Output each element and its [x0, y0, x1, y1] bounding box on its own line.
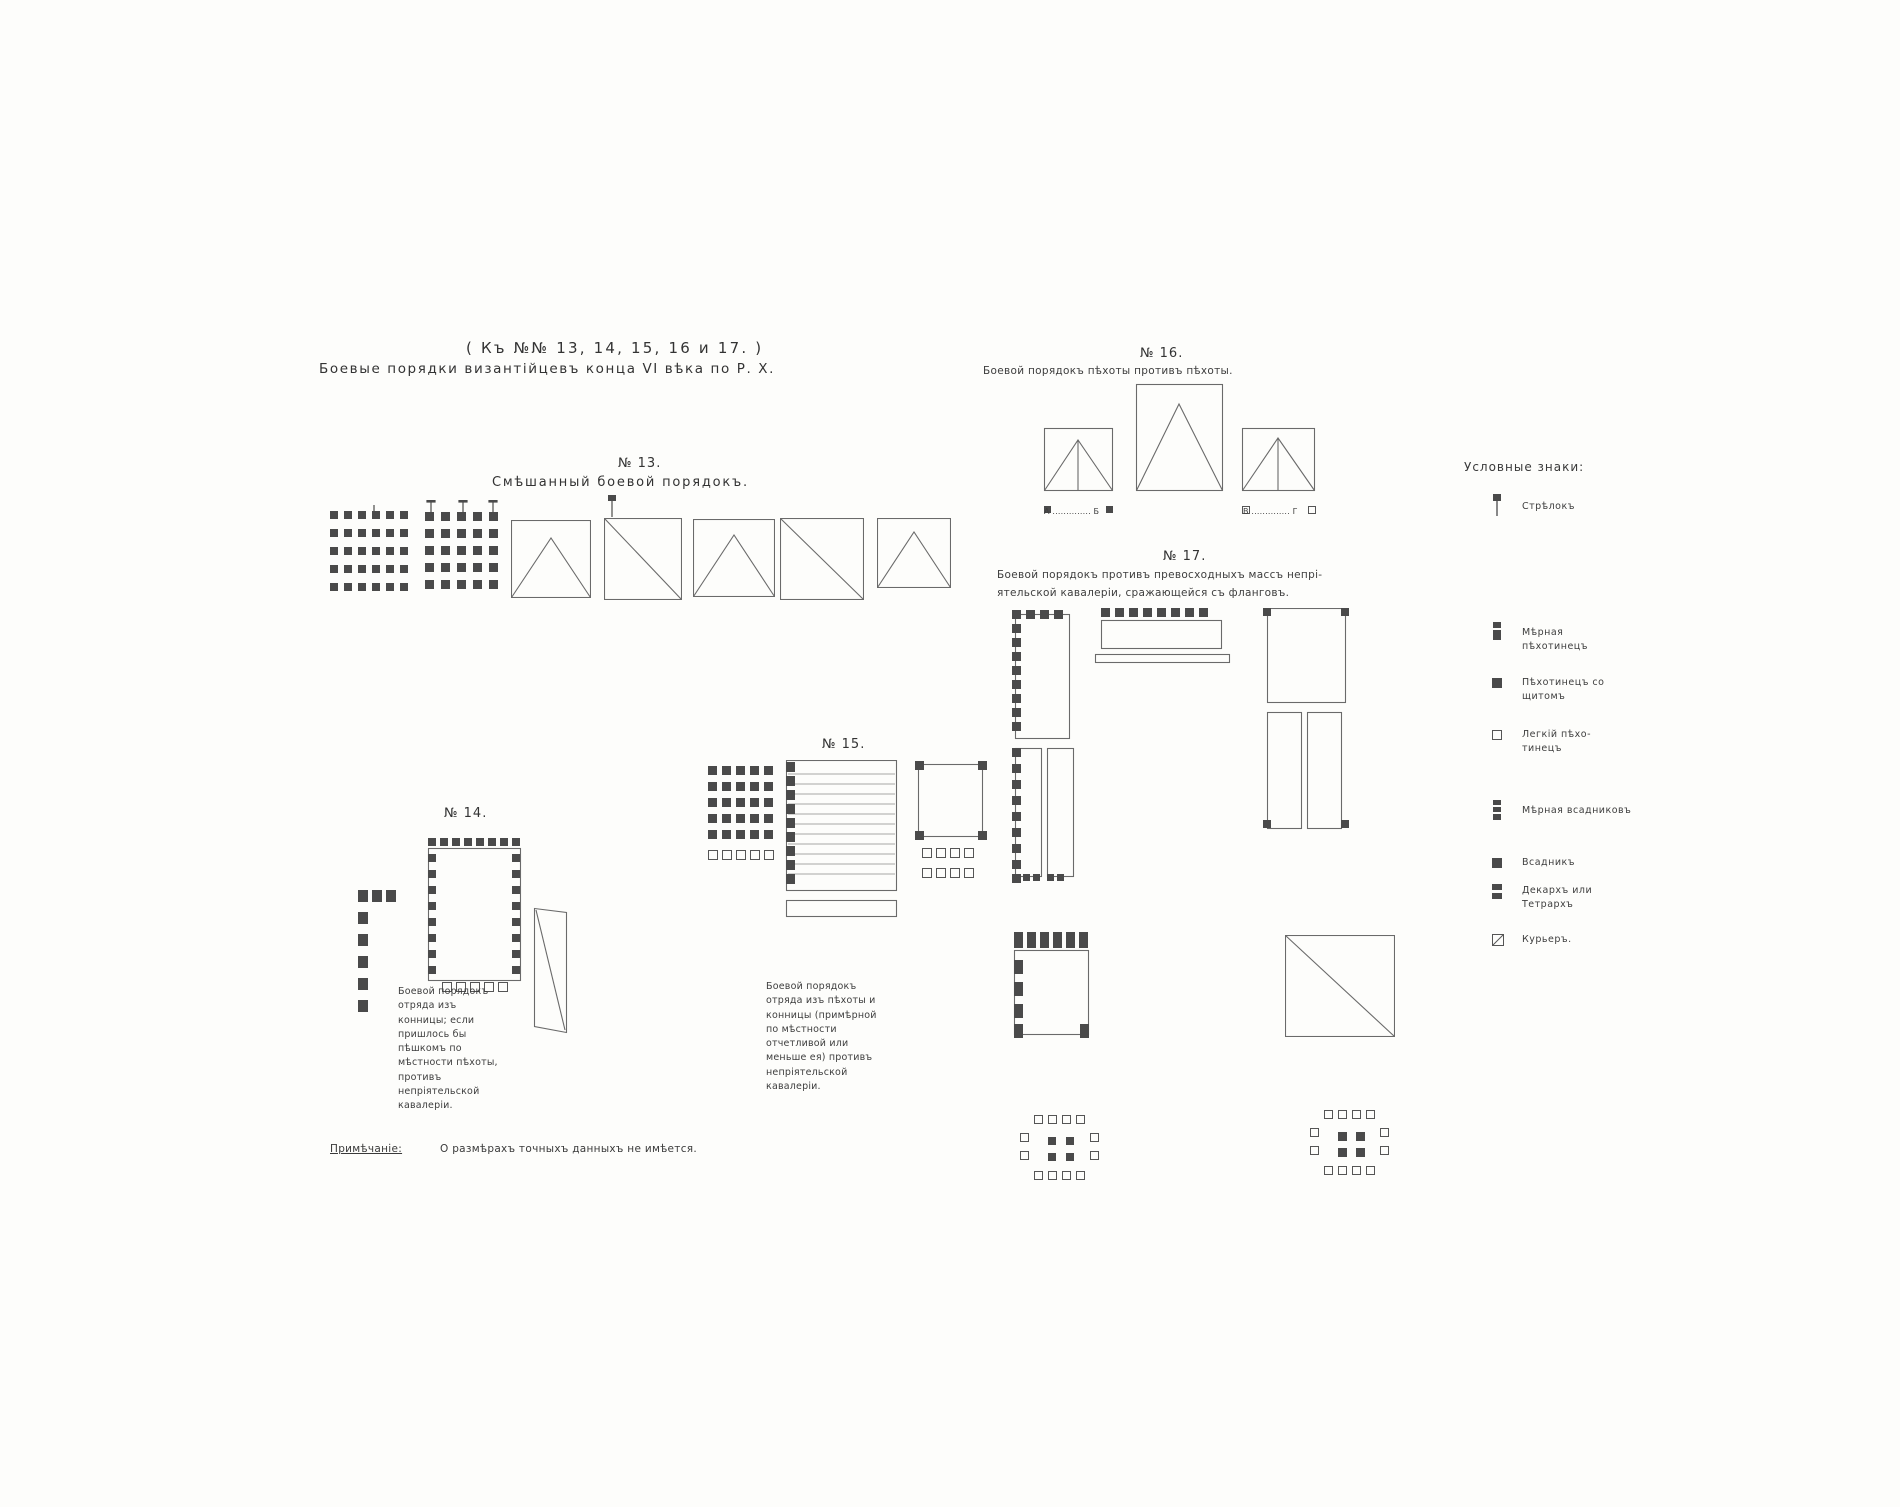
decarch-icon	[1490, 884, 1504, 902]
fig13-square-2	[604, 518, 682, 600]
fig16-number: № 16.	[1140, 346, 1184, 361]
legend-label-standard: Стрѣлокъ	[1522, 501, 1575, 512]
horseman-icon	[1490, 856, 1504, 870]
footnote-lead: Примѣчаніе:	[330, 1143, 403, 1155]
legend-label-infantry-shield: Пѣхотинецъ со щитомъ	[1522, 677, 1605, 702]
fig13-square-4	[780, 518, 864, 600]
fig13-title: Смѣшанный боевой порядокъ.	[492, 475, 749, 490]
fig13-number: № 13.	[618, 456, 662, 471]
infantry-shield-icon	[1490, 676, 1504, 690]
footnote-text: О размѣрахъ точныхъ данныхъ не имѣется.	[440, 1143, 698, 1155]
fig13-square-1	[511, 520, 591, 598]
fig16-sublabel-2: В .............. Г	[1243, 507, 1298, 516]
legend-label-heavy-infantry: Мѣрная пѣхотинецъ	[1522, 627, 1588, 652]
heavy-infantry-icon	[1490, 622, 1504, 642]
fig14-number: № 14.	[444, 806, 488, 821]
legend-title: Условные знаки:	[1464, 460, 1585, 474]
sheet-reference: ( Къ №№ 13, 14, 15, 16 и 17. )	[466, 339, 764, 357]
fig15-number: № 15.	[822, 737, 866, 752]
fig17-caption-line1: Боевой порядокъ противъ превосходныхъ массъ непрі-	[997, 569, 1323, 581]
fig17-caption-line2: ятельской кавалеріи, сражающейся съ фланговъ.	[997, 587, 1290, 599]
fig15-caption: Боевой порядокъ отряда изъ пѣхоты и конницы (примѣрной по мѣстности отчетливой или меньше ея) противъ непріятельской кавалеріи.	[766, 981, 877, 1092]
fig16-diagram	[1030, 380, 1340, 520]
fig17-bottom-right-dots	[1310, 1110, 1390, 1182]
legend-label-heavy-cavalry: Мѣрная всадниковъ	[1522, 805, 1632, 816]
fig13-square-5	[877, 518, 951, 588]
fig13-square-3	[693, 519, 775, 597]
fig16-sublabel-1: А .............. Б	[1044, 507, 1100, 516]
standard-icon	[1490, 494, 1504, 516]
heavy-cavalry-icon	[1490, 800, 1504, 822]
legend-label-light-infantry: Легкій пѣхо- тинецъ	[1522, 729, 1592, 754]
courier-icon	[1490, 932, 1506, 948]
legend-label-decarch: Декархъ или Тетрархъ	[1522, 885, 1593, 910]
fig17-lower-square	[1285, 935, 1395, 1037]
fig17-bottom-left-dots	[1020, 1115, 1100, 1187]
fig13-center-standard-icon	[605, 495, 619, 517]
legend-label-horseman: Всадникъ	[1522, 857, 1575, 868]
fig17-diagram	[995, 608, 1395, 908]
fig17-number: № 17.	[1163, 549, 1207, 564]
sheet-title: Боевые порядки византійцевъ конца VI вѣка по Р. Х.	[319, 361, 775, 377]
light-infantry-icon	[1490, 728, 1504, 742]
fig16-caption: Боевой порядокъ пѣхоты противъ пѣхоты.	[983, 365, 1233, 377]
fig14-caption: Боевой порядокъ отряда изъ конницы; если пришлось бы пѣшкомъ по мѣстности пѣхоты, противъ непріятельской кавалеріи.	[398, 986, 498, 1111]
fig17-lower-formation	[1012, 930, 1132, 1060]
fig15-diagram	[700, 760, 990, 990]
legend-label-courier: Курьеръ.	[1522, 934, 1572, 945]
